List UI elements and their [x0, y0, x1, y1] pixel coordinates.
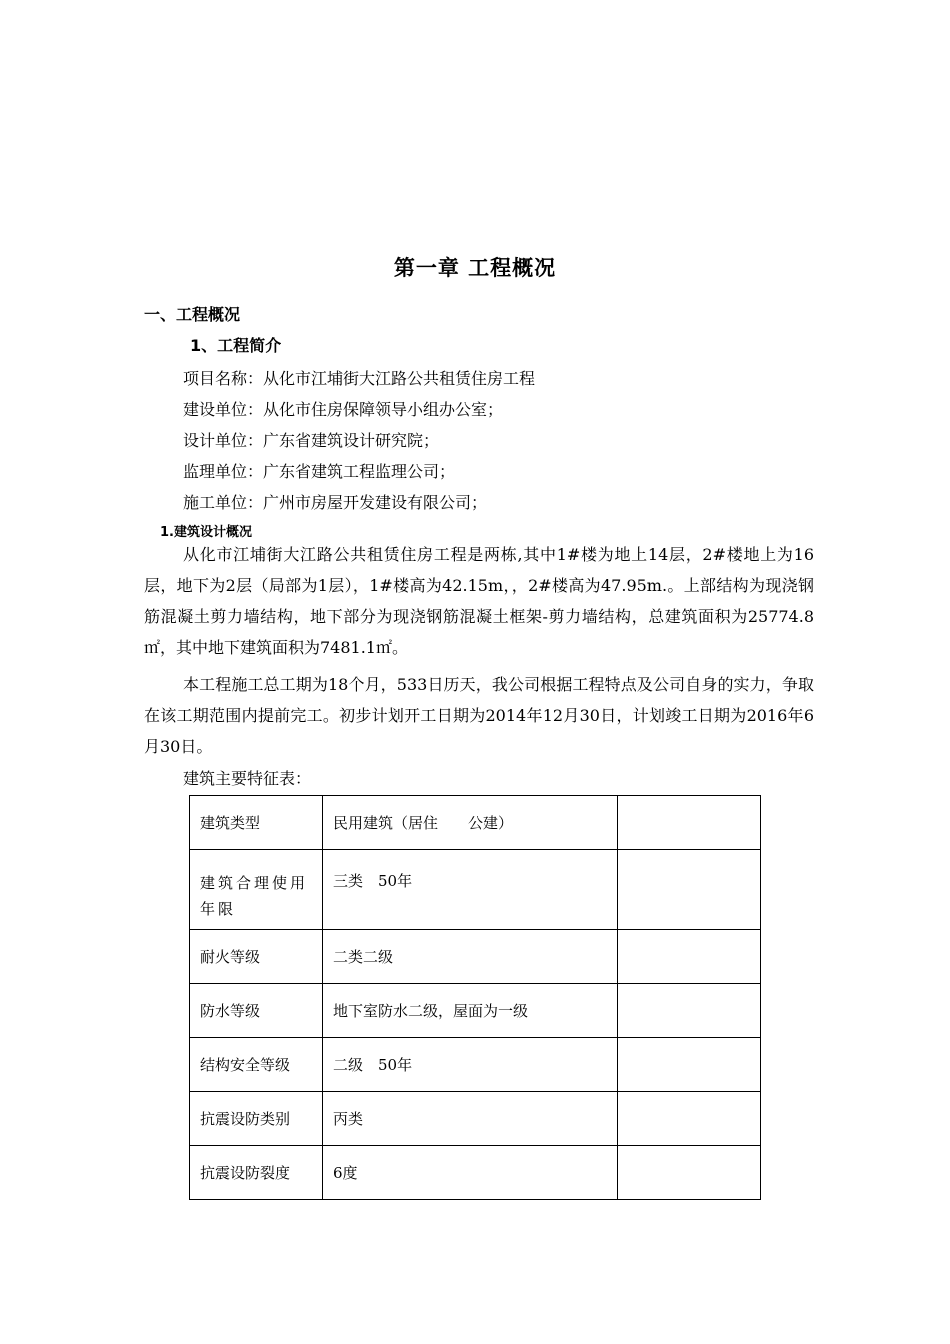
schedule-paragraph: 本工程施工总工期为18个月，533日历天，我公司根据工程特点及公司自身的实力，争取在该工期范围内提前完工。初步计划开工日期为2014年12月30日，计划竣工日期为2016年6月30日。 — [144, 675, 814, 756]
row-label: 抗震设防类别 — [190, 1092, 323, 1146]
row-note — [618, 1038, 761, 1092]
row-note — [618, 984, 761, 1038]
section-heading: 一、工程概况 — [144, 305, 241, 324]
chapter-title: 第一章 工程概况 — [393, 256, 557, 280]
row-label: 建筑类型 — [190, 796, 323, 850]
row-value: 丙类 — [323, 1092, 618, 1146]
row-note — [618, 1146, 761, 1200]
designer-line: 设计单位：广东省建筑设计研究院； — [183, 431, 440, 450]
row-label: 建筑合理使用年限 — [190, 850, 323, 930]
table-row — [190, 984, 761, 1038]
table-row — [190, 1038, 761, 1092]
subsection-heading: 1、工程简介 — [190, 336, 282, 355]
row-value: 三类 50年 — [323, 850, 618, 930]
design-overview-heading: 1.建筑设计概况 — [160, 525, 252, 540]
table-row — [190, 930, 761, 984]
row-note — [618, 930, 761, 984]
row-value: 民用建筑（居住 公建） — [323, 796, 618, 850]
row-value: 地下室防水二级，屋面为一级 — [323, 984, 618, 1038]
row-label: 结构安全等级 — [190, 1038, 323, 1092]
table-row — [190, 850, 761, 930]
table-row — [190, 796, 761, 850]
row-label: 耐火等级 — [190, 930, 323, 984]
table-caption: 建筑主要特征表： — [183, 769, 312, 788]
row-note — [618, 850, 761, 930]
table-row — [190, 1146, 761, 1200]
building-features-table — [189, 795, 761, 1200]
design-overview-paragraph: 从化市江埔街大江路公共租赁住房工程是两栋,其中1#楼为地上14层，2#楼地上为16层，地下为2层（局部为1层），1#楼高为42.15m，，2#楼高为47.95m.。上部结构为现浇钢筋混凝土剪力墙结构，地下部分为现浇钢筋混凝土框架-剪力墙结构，总建筑面积为25774.8㎡，其中地下建筑面积为7481.1㎡。 — [144, 545, 814, 657]
row-value: 二级 50年 — [323, 1038, 618, 1092]
row-value: 6度 — [323, 1146, 618, 1200]
row-label: 防水等级 — [190, 984, 323, 1038]
row-value: 二类二级 — [323, 930, 618, 984]
client-line: 建设单位：从化市住房保障领导小组办公室； — [183, 400, 504, 419]
row-note — [618, 1092, 761, 1146]
row-note — [618, 796, 761, 850]
supervisor-line: 监理单位：广东省建筑工程监理公司； — [183, 462, 456, 481]
table-row — [190, 1092, 761, 1146]
contractor-line: 施工单位：广州市房屋开发建设有限公司； — [183, 493, 488, 512]
row-label: 抗震设防裂度 — [190, 1146, 323, 1200]
project-name-line: 项目名称：从化市江埔街大江路公共租赁住房工程 — [183, 369, 536, 388]
